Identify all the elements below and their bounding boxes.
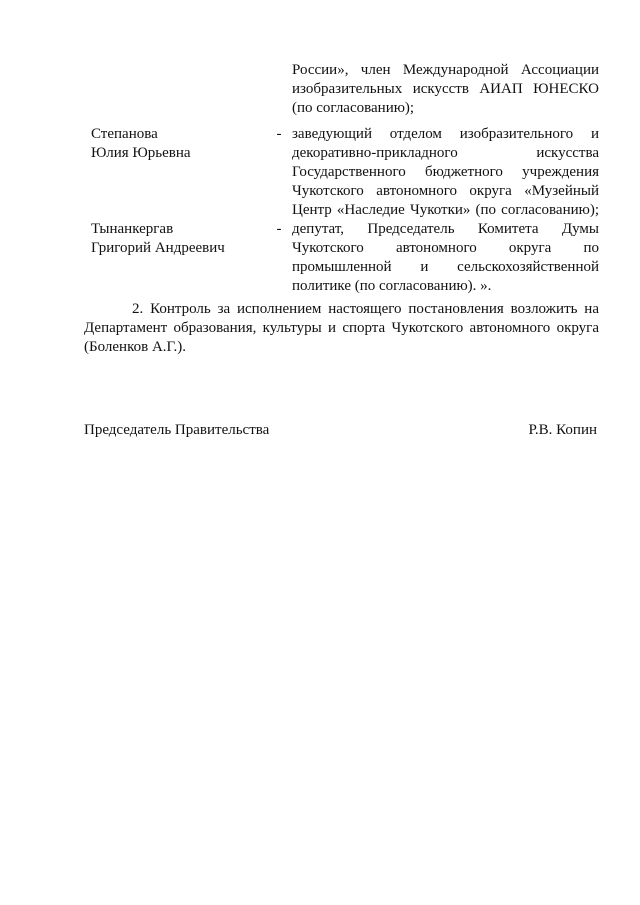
member-1-dash: - bbox=[276, 126, 282, 142]
member-2-desc-line-1: депутат, Председатель Комитета Думы bbox=[292, 221, 599, 237]
member-2-given-names: Григорий Андреевич bbox=[91, 240, 225, 256]
signature-position: Председатель Правительства bbox=[84, 422, 270, 438]
signature-name: Р.В. Копин bbox=[528, 422, 597, 438]
member-1-desc-line-3: Государственного бюджетного учреждения bbox=[292, 164, 599, 180]
member-1-given-names: Юлия Юрьевна bbox=[91, 145, 191, 161]
member-2-surname: Тынанкергав bbox=[91, 221, 174, 237]
paragraph-2-line-2: Департамент образования, культуры и спорта Чукотского автономного округа bbox=[84, 320, 599, 336]
member-1-surname: Степанова bbox=[91, 126, 158, 142]
member-1-desc-line-2: декоративно-прикладного искусства bbox=[292, 145, 599, 161]
member-2-desc-line-4: политике (по согласованию). ». bbox=[292, 278, 492, 294]
member-2-desc-line-2: Чукотского автономного округа по bbox=[292, 240, 599, 256]
member-1-desc-line-5: Центр «Наследие Чукотки» (по согласованию); bbox=[292, 202, 599, 218]
paragraph-2-line-3: (Боленков А.Г.). bbox=[84, 339, 186, 355]
member-2-desc-line-3: промышленной и сельскохозяйственной bbox=[292, 259, 599, 275]
member-1-desc-line-1: заведующий отделом изобразительного и bbox=[292, 126, 599, 142]
member-1-desc-line-4: Чукотского автономного округа «Музейный bbox=[292, 183, 599, 199]
continuation-line-3: (по согласованию); bbox=[292, 100, 415, 116]
continuation-line-1: России», член Международной Ассоциации bbox=[292, 62, 599, 78]
continuation-line-2: изобразительных искусств АИАП ЮНЕСКО bbox=[292, 81, 599, 97]
member-2-dash: - bbox=[276, 221, 282, 237]
paragraph-2-line-1: 2. Контроль за исполнением настоящего постановления возложить на bbox=[132, 301, 599, 317]
